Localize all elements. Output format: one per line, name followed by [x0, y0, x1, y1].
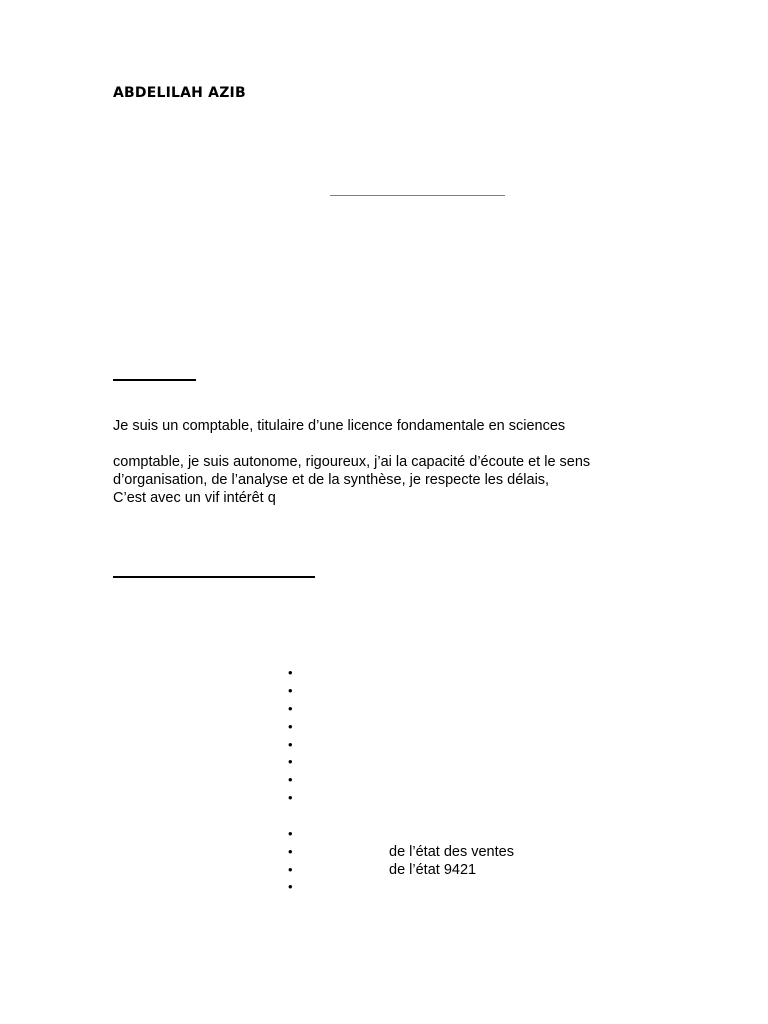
list-bullet: • — [288, 879, 293, 894]
list-bullet: • — [288, 826, 293, 841]
list-bullet: • — [288, 719, 293, 734]
section-heading-underline-experience — [113, 576, 315, 578]
profile-line-3: d’organisation, de l’analyse et de la synthèse, je respecte les délais, — [113, 472, 550, 488]
list-item-text: de l’état 9421 — [389, 862, 477, 878]
list-bullet: • — [288, 862, 293, 877]
list-bullet: • — [288, 683, 293, 698]
list-bullet: • — [288, 844, 293, 859]
list-bullet: • — [288, 772, 293, 787]
list-bullet: • — [288, 790, 293, 805]
profile-line-2: comptable, je suis autonome, rigoureux, j’ai la capacité d’écoute et le sens — [113, 454, 591, 470]
list-bullet: • — [288, 701, 293, 716]
hyperlink-underline[interactable] — [330, 195, 505, 196]
list-bullet: • — [288, 754, 293, 769]
list-item-text: de l’état des ventes — [389, 844, 514, 860]
profile-line-1: Je suis un comptable, titulaire d’une licence fondamentale en sciences — [113, 418, 566, 434]
section-heading-underline-profile — [113, 379, 196, 381]
profile-line-4: C’est avec un vif intérêt q — [113, 490, 276, 506]
list-bullet: • — [288, 665, 293, 680]
candidate-name: ABDELILAH AZIB — [113, 85, 246, 101]
list-bullet: • — [288, 737, 293, 752]
